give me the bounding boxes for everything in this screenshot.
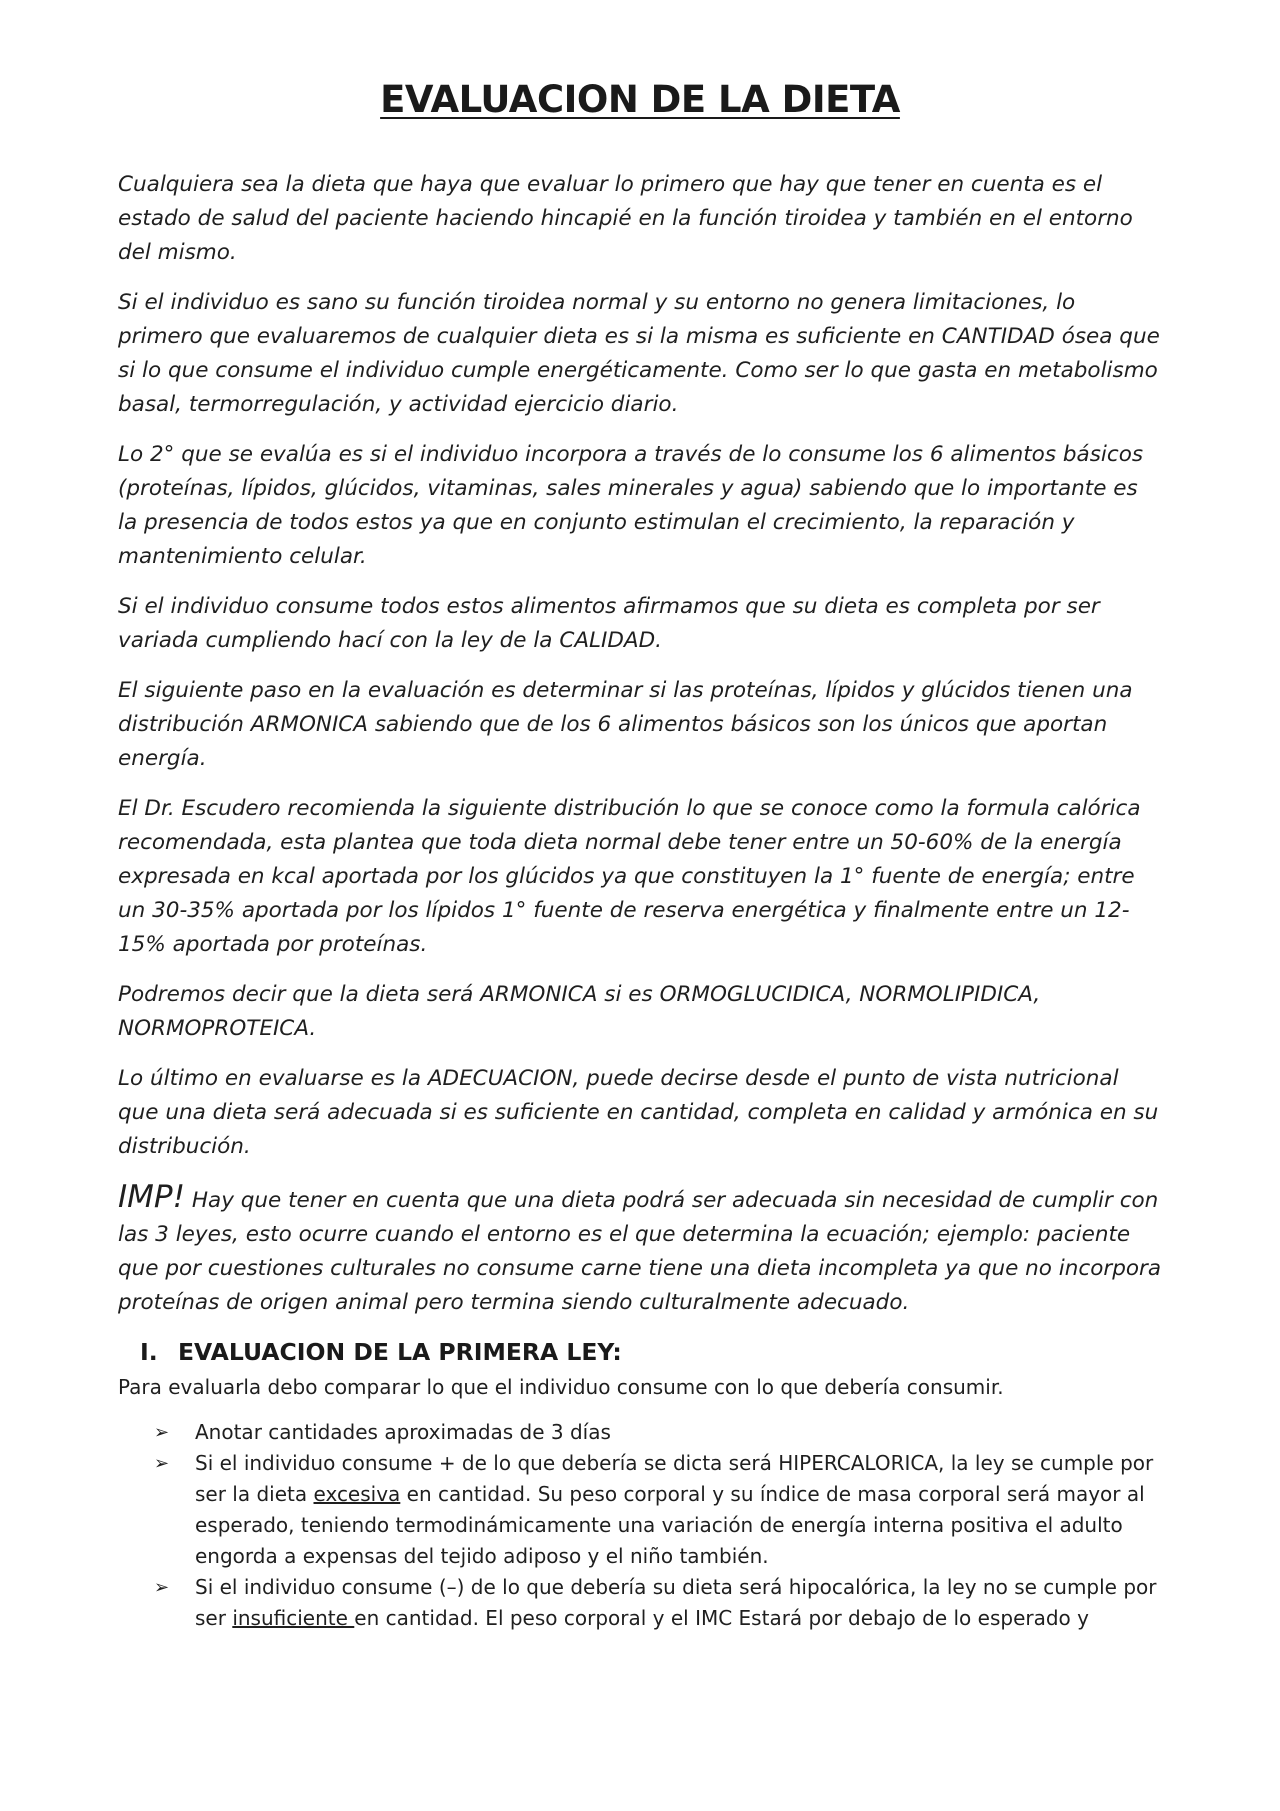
- arrow-bullet-icon: ➢: [154, 1577, 170, 1598]
- paragraph-basic-foods: Lo 2° que se evalúa es si el individuo incorpora a través de lo consume los 6 alimentos básicos (proteínas, lípidos, glúcidos, vitaminas, sales minerales y agua) sabiendo que lo importante es la presencia de todos estos ya que en conjunto estimulan el crecimiento, la reparación y mantenimiento celular.: [118, 442, 1144, 569]
- section-heading: [118, 1338, 1162, 1366]
- paragraph-quality: Si el individuo consume todos estos alimentos afirmamos que su dieta es completa por ser variada cumpliendo hací con la ley de la CALIDAD.: [118, 594, 1100, 653]
- list-item-text-part: Si el individuo consume (–) de lo que debería su dieta será hipocalórica, la ley no se cumple por ser: [195, 1575, 1157, 1630]
- list-item: [118, 1417, 1162, 1448]
- imp-label: IMP!: [118, 1179, 186, 1215]
- bullet-list: [118, 1417, 1162, 1634]
- imp-text: Hay que tener en cuenta que una dieta podrá ser adecuada sin necesidad de cumplir con las 3 leyes, esto ocurre cuando el entorno es el que determina la ecuación; ejemplo: paciente que por cuestiones culturales no consume carne tiene una dieta incompleta ya que no incorpora proteínas de origen animal pero termina siendo culturalmente adecuado.: [118, 1188, 1162, 1315]
- list-item-text: Anotar cantidades aproximadas de 3 días: [195, 1420, 611, 1444]
- list-item-text-part: Si el individuo consume + de lo que debería se dicta será HIPERCALORICA, la ley se cumple por ser la dieta: [195, 1451, 1154, 1506]
- underlined-word: insuficiente: [232, 1606, 355, 1630]
- section-heading-text: EVALUACION DE LA PRIMERA LEY:: [178, 1338, 622, 1366]
- paragraph-caloric-formula: El Dr. Escudero recomienda la siguiente distribución lo que se conoce como la formula calórica recomendada, esta plantea que toda dieta normal debe tener entre un 50-60% de la energía expresada en kcal aportada por los glúcidos ya que constituyen la 1° fuente de energía; entre un 30-35% aportada por los lípidos 1° fuente de reserva energética y finalmente entre un 12-15% aportada por proteínas.: [118, 796, 1141, 957]
- arrow-bullet-icon: ➢: [154, 1422, 170, 1443]
- section-intro: Para evaluarla debo comparar lo que el individuo consume con lo que debería consumir.: [118, 1375, 1004, 1399]
- paragraph-imp-note: [118, 1180, 1162, 1320]
- list-item-text-part: en cantidad. El peso corporal y el IMC Estará por debajo de lo esperado y: [354, 1606, 1089, 1630]
- list-item: [118, 1448, 1162, 1572]
- paragraph-harmonic-definition: Podremos decir que la dieta será ARMONICA si es ORMOGLUCIDICA, NORMOLIPIDICA, NORMOPROTEICA.: [118, 982, 1041, 1041]
- section-number: I.: [140, 1338, 158, 1366]
- paragraph-adequacy: Lo último en evaluarse es la ADECUACION, puede decirse desde el punto de vista nutricional que una dieta será adecuada si es suficiente en cantidad, completa en calidad y armónica en su distribución.: [118, 1066, 1159, 1159]
- list-item: [118, 1572, 1162, 1634]
- list-item-text-part: en cantidad. Su peso corporal y su índice de masa corporal será mayor al esperado, teniendo termodinámicamente una variación de energía interna positiva el adulto engorda a expensas del tejido adiposo y el niño también.: [195, 1482, 1145, 1568]
- paragraph-quantity: Si el individuo es sano su función tiroidea normal y su entorno no genera limitaciones, lo primero que evaluaremos de cualquier dieta es si la misma es suficiente en CANTIDAD ósea que si lo que consume el individuo cumple energéticamente. Como ser lo que gasta en metabolismo basal, termorregulación, y actividad ejercicio diario.: [118, 290, 1160, 417]
- paragraph-health-status: Cualquiera sea la dieta que haya que evaluar lo primero que hay que tener en cuenta es el estado de salud del paciente haciendo hincapié en la función tiroidea y también en el entorno del mismo.: [118, 172, 1133, 265]
- arrow-bullet-icon: ➢: [154, 1453, 170, 1474]
- body-italic-section: [118, 168, 1162, 1320]
- paragraph-harmony: El siguiente paso en la evaluación es determinar si las proteínas, lípidos y glúcidos tienen una distribución ARMONICA sabiendo que de los 6 alimentos básicos son los únicos que aportan energía.: [118, 678, 1133, 771]
- list-item-text: [195, 1572, 1162, 1634]
- list-item-text: [195, 1448, 1162, 1572]
- underlined-word: excesiva: [313, 1482, 401, 1506]
- page-title: EVALUACION DE LA DIETA: [380, 78, 900, 121]
